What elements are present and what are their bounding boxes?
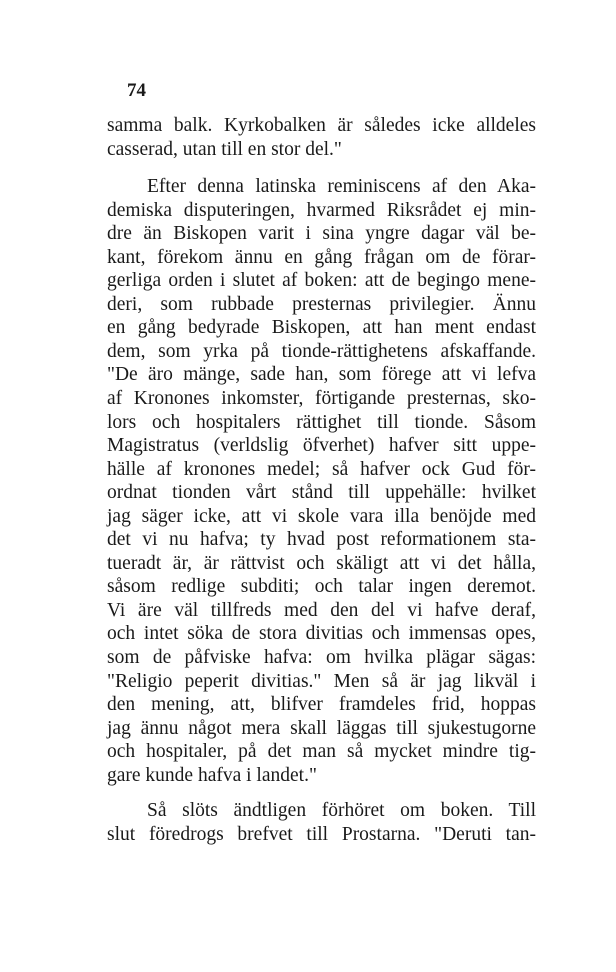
text-line: gare kunde hafva i landet." (107, 764, 317, 786)
text-line: deri, som rubbade presternas privilegier. Ännu (107, 293, 536, 315)
page-number: 74 (127, 80, 146, 101)
text-line: lors och hospitalers rättighet till tionde. Såsom (107, 411, 536, 433)
text-line: och intet söka de stora divitias och immensas opes, (107, 623, 536, 645)
text-line: det vi nu hafva; ty hvad post reformationem sta- (107, 529, 536, 551)
text-line: slut föredrogs brefvet till Prostarna. "Deruti tan- (107, 823, 536, 845)
text-line: jag ännu något mera skall läggas till sjukestugorne (107, 717, 536, 739)
text-line: såsom redlige subditi; och talar ingen deremot. (107, 576, 536, 598)
text-line: dre än Biskopen varit i sina yngre dagar väl be- (107, 223, 536, 245)
text-line: af Kronones inkomster, förtigande presternas, sko- (107, 388, 536, 410)
paragraph (107, 114, 536, 161)
text-line: casserad, utan till en stor del." (107, 138, 342, 160)
text-line: som de påfviske hafva: om hvilka plägar sägas: (107, 647, 536, 669)
text-line: dem, som yrka på tionde-rättighetens afskaffande. (107, 340, 536, 362)
text-line: "Religio peperit divitias." Men så är jag likväl i (107, 670, 536, 692)
text-line: hälle af kronones medel; så hafver ock Gud för- (107, 458, 536, 480)
paragraph (107, 799, 536, 846)
text-line: Vi äre väl tillfreds med den del vi hafve deraf, (107, 599, 536, 621)
text-line: och hospitaler, på det man så mycket mindre tig- (107, 741, 536, 763)
text-line: tueradt är, är rättvist och skäligt att vi det hålla, (107, 552, 536, 574)
body-text (107, 114, 536, 846)
text-line: kant, förekom ännu en gång frågan om de förar- (107, 246, 536, 268)
text-line: samma balk. Kyrkobalken är således icke alldeles (107, 115, 536, 136)
text-line: Efter denna latinska reminiscens af den Aka- (147, 176, 536, 198)
text-line: Så slöts ändtligen förhöret om boken. Till (147, 800, 536, 822)
text-line: en gång bedyrade Biskopen, att han ment endast (107, 317, 536, 339)
text-line: gerliga orden i slutet af boken: att de begingo mene- (107, 270, 536, 292)
paragraph-gap (107, 787, 536, 799)
paragraph-gap (107, 161, 536, 175)
paragraph (107, 175, 536, 787)
text-line: jag säger icke, att vi skole vara illa benöjde med (107, 505, 536, 527)
text-line: ordnat tionden vårt stånd till uppehälle: hvilket (107, 482, 536, 504)
text-line: Magistratus (verldslig öfverhet) hafver sitt uppe- (107, 435, 536, 457)
text-line: demiska disputeringen, hvarmed Riksrådet ej min- (107, 199, 536, 221)
text-line: "De äro mänge, sade han, som förege att vi lefva (107, 364, 536, 386)
text-line: den mening, att, blifver framdeles frid, hoppas (107, 694, 536, 716)
